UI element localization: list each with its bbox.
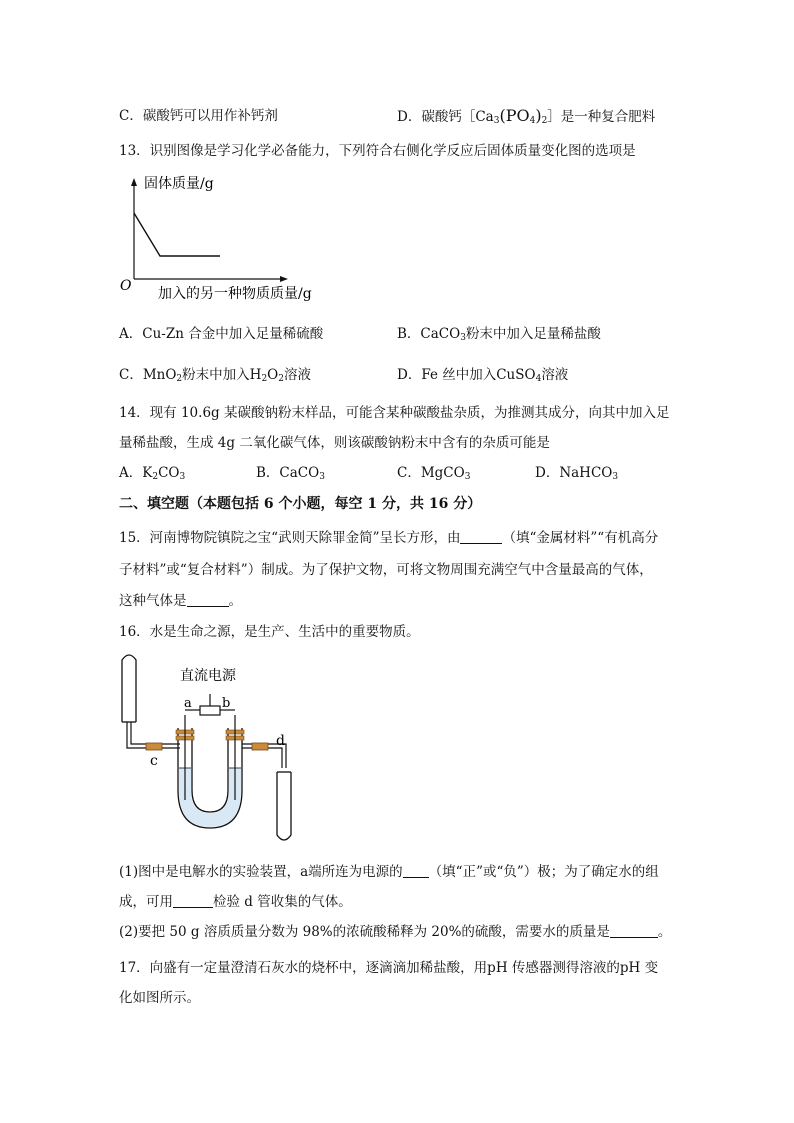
stopcock-d: [252, 743, 268, 750]
q16-part1-line2: 成，可用 检验 d 管收集的气体。: [119, 894, 352, 910]
q15-line1: 15．河南博物院镇院之宝“武则天除罪金简”呈长方形，由 （填“金属材料”“有机高分: [119, 530, 659, 546]
q13-stem: 13．识别图像是学习化学必备能力，下列符合右侧化学反应后固体质量变化图的选项是: [119, 143, 636, 159]
power-label: 直流电源: [180, 668, 236, 684]
q16-blank-2[interactable]: [173, 893, 213, 908]
q14-option-c: C．MgCO$_3$: [397, 465, 471, 482]
x-axis-label: 加入的另一种物质质量/g: [158, 286, 312, 302]
stopcock-c: [146, 743, 162, 750]
q13-option-b: B．CaCO$_3$粉末中加入足量稀盐酸: [397, 326, 601, 343]
q12-option-d: D．碳酸钙$[Ca_3(PO_4)_2]$是一种复合肥料: [397, 106, 656, 126]
q15-blank-1[interactable]: [460, 529, 502, 544]
water: [179, 768, 241, 827]
y-axis-arrow: [131, 178, 137, 186]
u-tube-inner: [192, 728, 228, 812]
electrolysis-apparatus: [110, 650, 320, 848]
origin-label: O: [120, 278, 132, 294]
q15-line2: 子材料”或“复合材料”）制成。为了保护文物，可将文物周围充满空气中含量最高的气体，: [119, 562, 653, 578]
section-title: 二、填空题（本题包括 6 个小题，每空 1 分，共 16 分）: [119, 496, 482, 512]
q17-line2: 化如图所示。: [119, 990, 200, 1006]
q12-option-c: C．碳酸钙可以用作补钙剂: [119, 108, 278, 124]
q16-part1-line1: (1)图中是电解水的实验装置，a端所连为电源的 （填“正”或“负”）极；为了确定水的组: [119, 864, 659, 880]
dc-power-box: [200, 706, 220, 715]
q13-option-c: C．MnO$_2$粉末中加入$H_2O_2$溶液: [119, 367, 311, 384]
label-c: c: [150, 753, 158, 769]
q14-option-b: B．CaCO$_3$: [256, 465, 325, 482]
q14-option-d: D．NaHCO$_3$: [535, 465, 619, 482]
q15-line3: 这种气体是 。: [119, 593, 242, 609]
q17-line1: 17．向盛有一定量澄清石灰水的烧杯中，逐滴滴加稀盐酸，用pH 传感器测得溶液的pH 变: [119, 960, 659, 976]
label-d: d: [276, 733, 285, 749]
q14-stem-line1: 14．现有 10.6g 某碳酸钠粉末样品，可能含某种碳酸盐杂质，为推测其成分，向其中加入足: [119, 405, 670, 421]
q13-mass-graph: [110, 172, 340, 307]
y-axis-label: 固体质量/g: [144, 176, 214, 192]
q16-blank-3[interactable]: [610, 923, 658, 938]
q16-part2: (2)要把 50 g 溶质质量分数为 98%的浓硫酸稀释为 20%的硫酸，需要水的质量是 。: [119, 924, 672, 940]
label-a: a: [184, 696, 192, 711]
q14-stem-line2: 量稀盐酸，生成 4g 二氧化碳气体，则该碳酸钠粉末中含有的杂质可能是: [119, 435, 550, 451]
mass-curve: [134, 213, 220, 256]
x-axis-arrow: [280, 276, 288, 282]
q16-stem: 16．水是生命之源，是生产、生活中的重要物质。: [119, 624, 420, 640]
q15-blank-2[interactable]: [187, 592, 229, 607]
test-tube-c: [122, 655, 136, 722]
q13-option-d: D．Fe 丝中加入CuSO$_4$溶液: [397, 367, 569, 384]
q14-option-a: A．$K_2CO_3$: [119, 465, 186, 482]
test-tube-d: [277, 772, 291, 840]
label-b: b: [222, 696, 231, 711]
q16-blank-1[interactable]: [403, 863, 429, 878]
q13-option-a: A．Cu-Zn 合金中加入足量稀硫酸: [119, 326, 324, 342]
